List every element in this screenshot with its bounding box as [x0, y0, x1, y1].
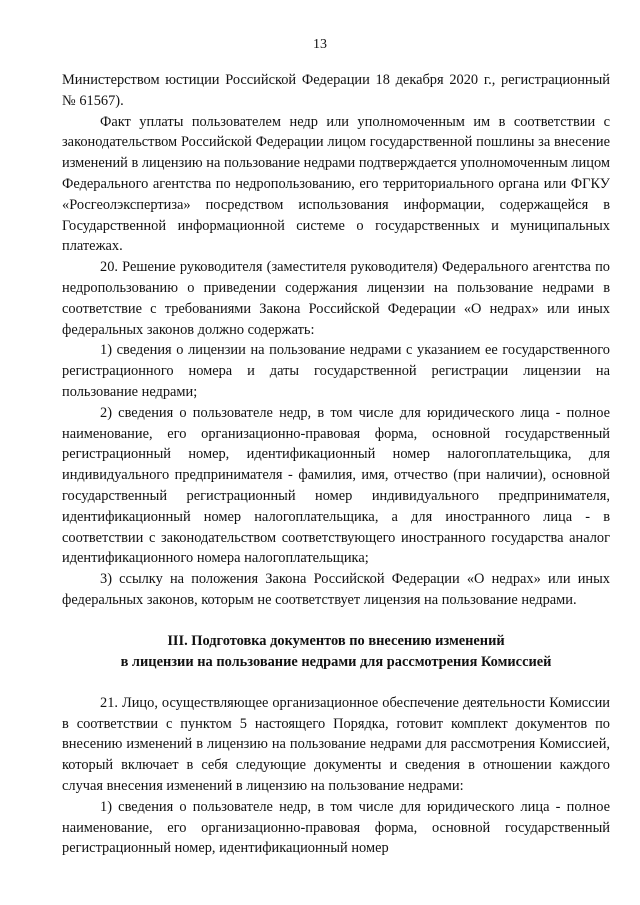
section-heading-line-2: в лицензии на пользование недрами для рассмотрения Комиссией	[120, 653, 552, 670]
paragraph-item-20: 20. Решение руководителя (заместителя руководителя) Федерального агентства по недропользованию о приведении содержания лицензии на пользование недрами в соответствие с требованиями Закона Российской Федерации «О недрах» или иных федеральных законов должно содержать:	[62, 259, 610, 338]
page-number: 13	[313, 37, 327, 52]
paragraph-fee-payment: Факт уплаты пользователем недр или уполномоченным им в соответствии с законодательством Российской Федерации лицом государственной пошлины за внесение изменений в лицензию на пользование недрами подтверждается уполномоченным лицом Федерального агентства по недропользованию, его территориального органа или ФГКУ «Росгеолэкспертиза» посредством использования информации, содержащейся в Государственной информационной системе о государственных и муниципальных платежах.	[62, 113, 610, 255]
paragraph-continuation: Министерством юстиции Российской Федерации 18 декабря 2020 г., регистрационный № 61567).	[62, 72, 610, 109]
section-heading	[62, 631, 610, 673]
document-body	[62, 70, 610, 859]
list-item-1: 1) сведения о лицензии на пользование недрами с указанием ее государственного регистрационного номера и даты государственной регистрации лицензии на пользование недрами;	[62, 342, 610, 400]
section-heading-line-1: III. Подготовка документов по внесению изменений	[167, 632, 505, 649]
list-item-3: 3) ссылку на положения Закона Российской Федерации «О недрах» или иных федеральных законов, которым не соответствует лицензия на пользование недрами.	[62, 571, 610, 608]
list-item-21-1: 1) сведения о пользователе недр, в том числе для юридического лица - полное наименование, его организационно-правовая форма, основной государственный регистрационный номер, идентификационный номер	[62, 798, 610, 857]
paragraph-item-21: 21. Лицо, осуществляющее организационное обеспечение деятельности Комиссии в соответствии с пунктом 5 настоящего Порядка, готовит комплект документов по внесению изменений в лицензию на пользование недрами для рассмотрения Комиссией, который включает в себя следующие документы и сведения в отношении каждого случая внесения изменений в лицензию на пользование недрами:	[62, 694, 610, 794]
list-item-2: 2) сведения о пользователе недр, в том числе для юридического лица - полное наименование, его организационно-правовая форма, основной государственный регистрационный номер, идентификационный номер налогоплательщика, для индивидуального предпринимателя - фамилия, имя, отчество (при наличии), основной государственный регистрационный номер индивидуального предпринимателя, идентификационный номер налогоплательщика, а для иностранного лица - в соответствии с законодательством соответствующего иностранного государства аналог идентификационного номера налогоплательщика;	[62, 404, 610, 567]
